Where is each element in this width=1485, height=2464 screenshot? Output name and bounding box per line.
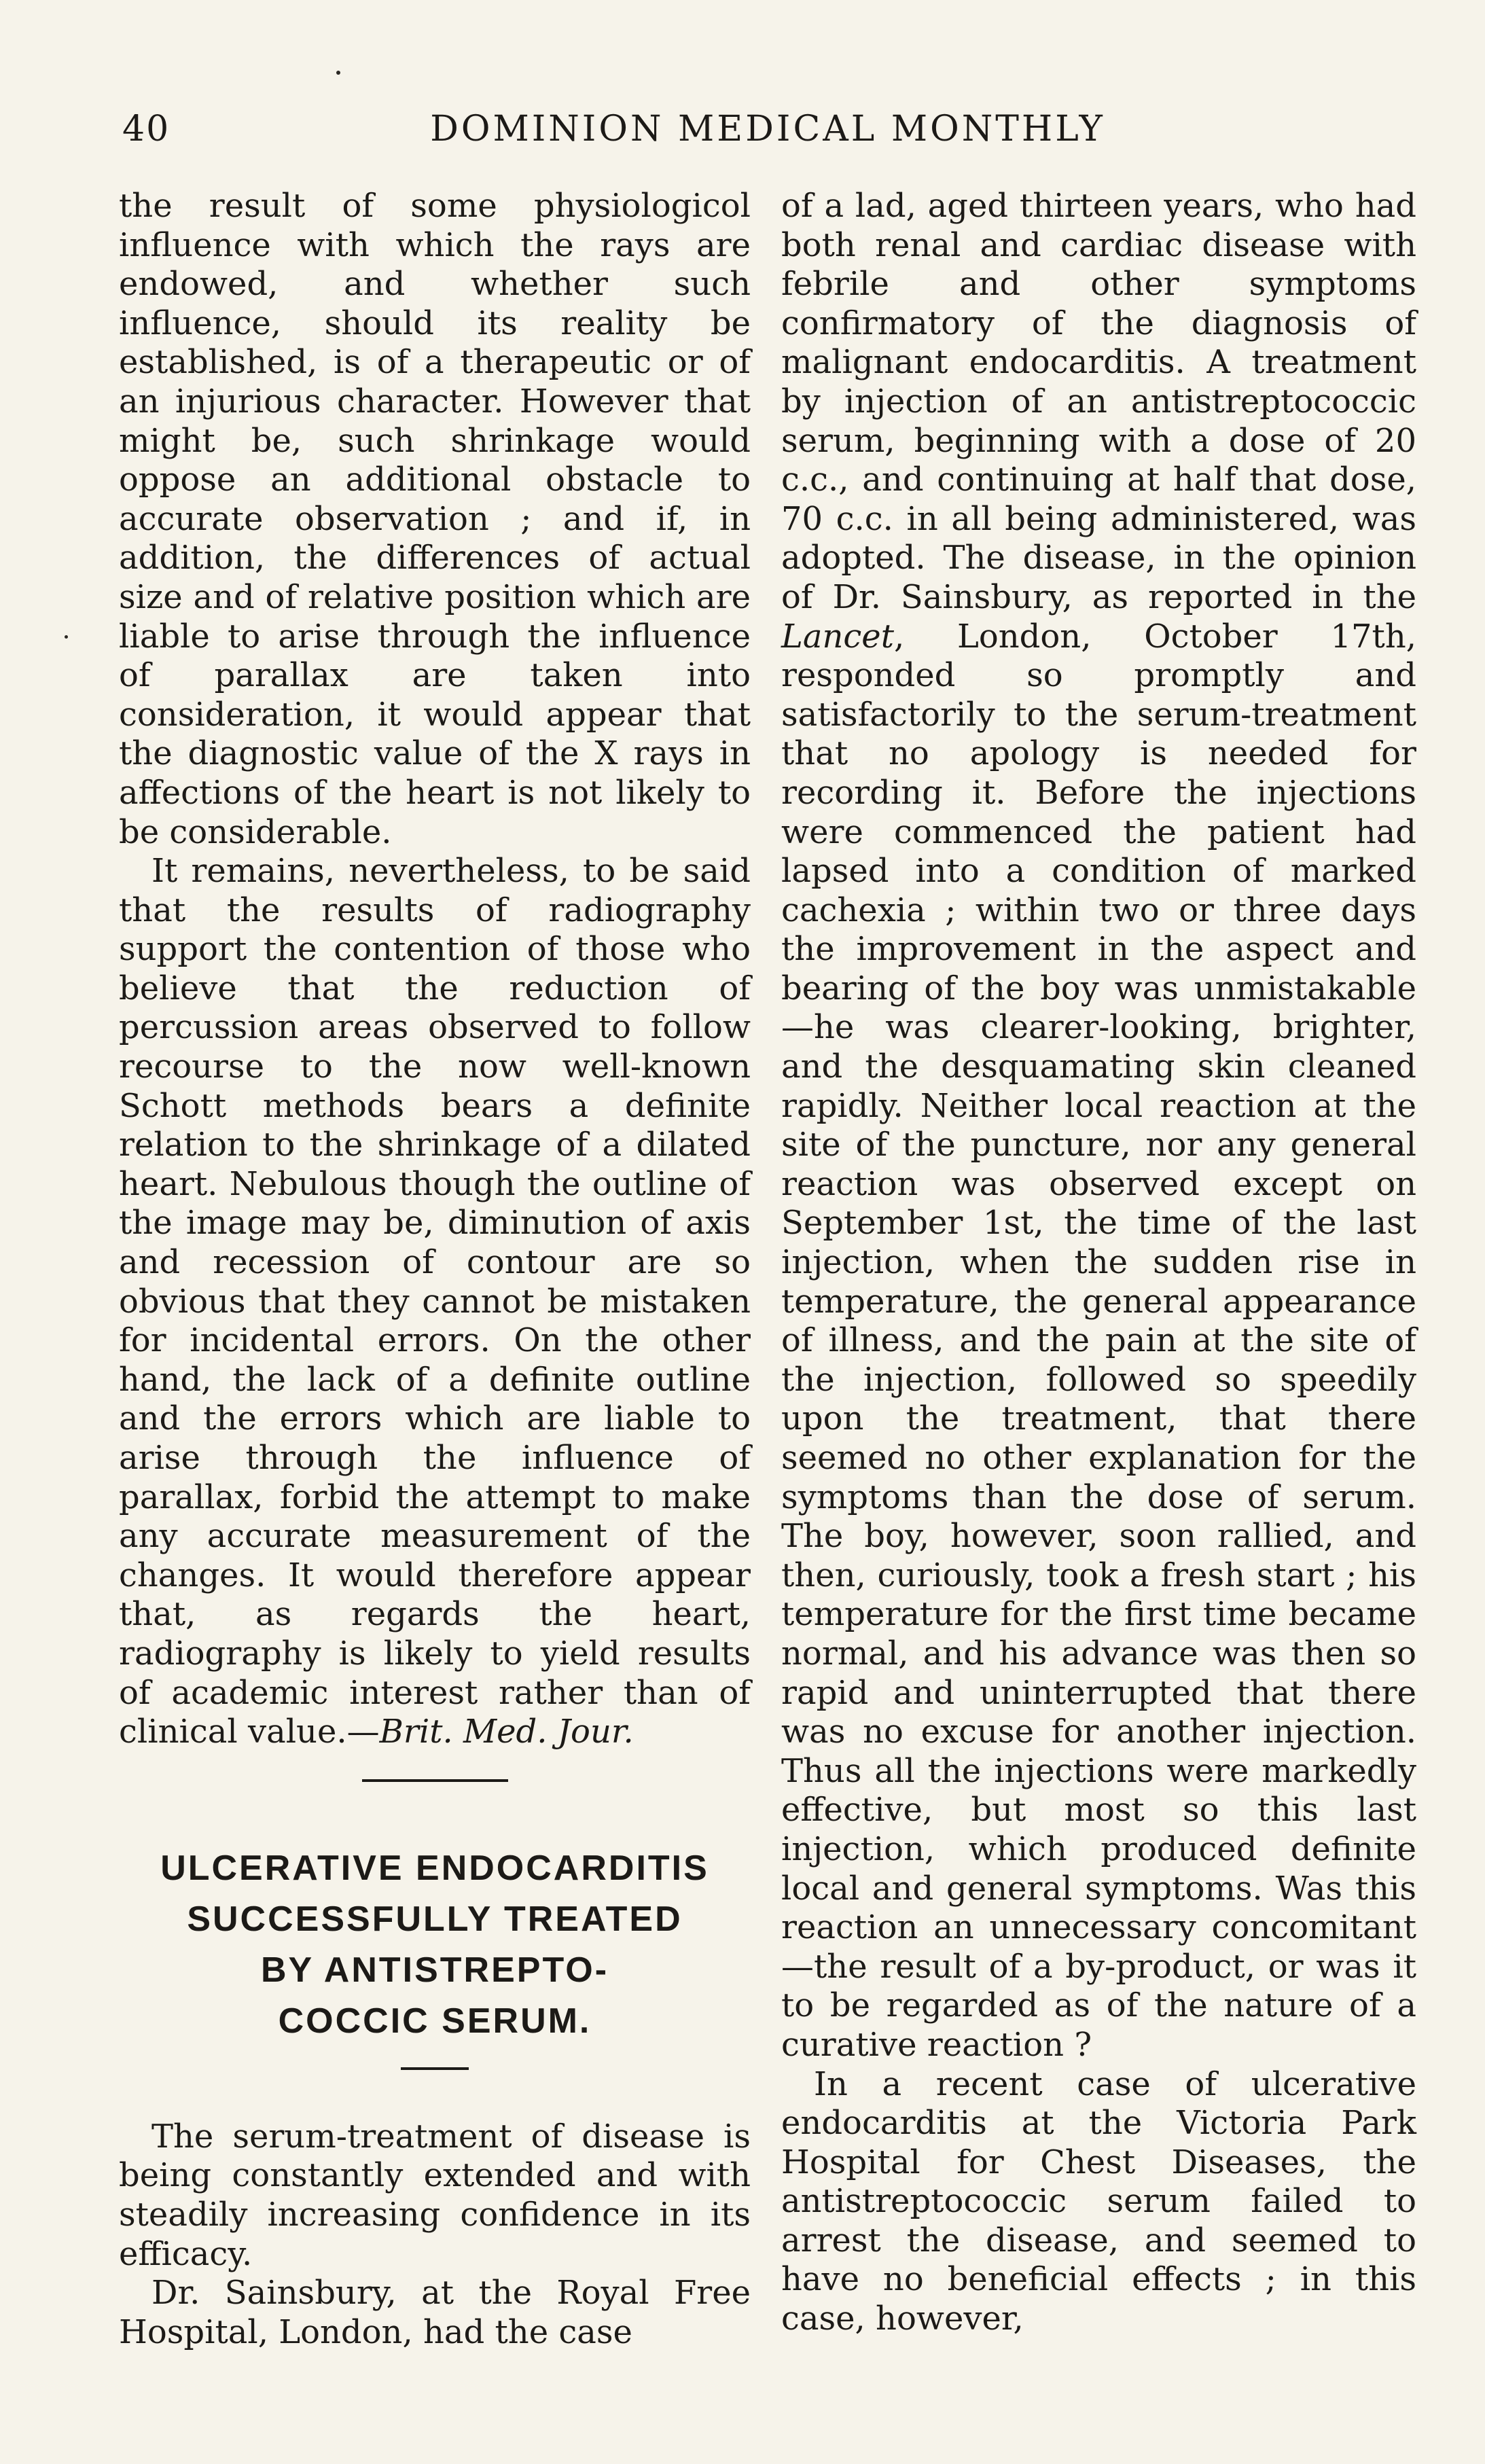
article-heading-line: ULCERATIVE ENDOCARDITIS (160, 1848, 709, 1888)
right-paragraph-1-part-a: of a lad, aged thirteen years, who had both renal and cardiac disease with febrile and other symptoms confirmatory of the diagnosis of malignant endocarditis. A treatment by injection of an antistreptococcic serum, beginning with a dose of 20 c.c., and continuing at half that dose, 70 c.c. in all being administered, was adopted. The disease, in the opinion of Dr. Sainsbury, as reported in the (781, 187, 1416, 616)
article-heading-line: BY ANTISTREPTO- (260, 1950, 609, 1990)
citation: Brit. Med. Jour. (379, 1713, 634, 1751)
journal-name: Lancet (781, 617, 894, 656)
specks (65, 635, 68, 639)
left-paragraph-4: Dr. Sainsbury, at the Royal Free Hospital, London, had the case (119, 2274, 751, 2351)
running-head: DOMINION MEDICAL MONTHLY (430, 109, 1105, 149)
right-column (781, 187, 1416, 2339)
left-paragraph-2-text: It remains, nevertheless, to be said that the results of radiography support the contention of those who believe that the reduction of percussion areas observed to follow recourse to the now well-known Schott methods bears a definite relation to the shrinkage of a dilated heart. Nebulous though the outline of the image may be, diminution of axis and recession of contour are so obvious that they cannot be mistaken for incidental errors. On the other hand, the lack of a definite outline and the errors which are liable to arise through the influence of parallax, forbid the attempt to make any accurate measurement of the changes. It would therefore appear that, as regards the heart, radiography is likely to yield results of academic interest rather than of clinical value.— (119, 852, 751, 1751)
left-paragraph-1: the result of some physiologicol influence with which the rays are endowed, and whether such influence, should its reality be established, is of a therapeutic or of an injurious character. However that might be, such shrinkage would oppose an additional obstacle to accurate observation ; and if, in addition, the differences of actual size and of relative position which are liable to arise through the influence of parallax are taken into consideration, it would appear that the diagnostic value of the X rays in affections of the heart is not likely to be considerable. (119, 187, 751, 851)
article-heading-line: SUCCESSFULLY TREATED (187, 1899, 683, 1939)
specks (336, 71, 340, 75)
left-column (119, 187, 751, 2352)
left-paragraph-3: The serum-treatment of disease is being constantly extended and with steadily increasing confidence in its efficacy. (119, 2117, 751, 2273)
right-paragraph-1 (781, 187, 1416, 2065)
page-number: 40 (122, 109, 171, 149)
right-paragraph-1-part-b: , London, October 17th, responded so promptly and satisfactorily to the serum-treatment that no apology is needed for recording it. Before the injections were commenced the patient had lapsed into a condition of marked cachexia ; within two or three days the improvement in the aspect and bearing of the boy was unmistakable—he was clearer-looking, brighter, and the desquamating skin cleaned rapidly. Neither local reaction at the site of the puncture, nor any general reaction was observed except on September 1st, the time of the last injection, when the sudden rise in temperature, the general appearance of illness, and the pain at the site of the injection, followed so speedily upon the treatment, that there seemed no other explanation for the symptoms than the dose of serum. The boy, however, soon rallied, and then, curiously, took a fresh start ; his temperature for the first time became normal, and his advance was then so rapid and uninterrupted that there was no excuse for another injection. Thus all the injections were markedly effective, but most so this last injection, which produced definite local and general symptoms. Was this reaction an unnecessary concomitant—the result of a by-product, or was it to be regarded as of the nature of a curative reaction ? (781, 617, 1416, 2064)
section-divider (362, 1779, 508, 1782)
left-paragraph-2 (119, 852, 751, 1752)
heading-rule (401, 2067, 469, 2070)
right-paragraph-2: In a recent case of ulcerative endocarditis at the Victoria Park Hospital for Chest Diseases, the antistreptococcic serum failed to arrest the disease, and seemed to have no beneficial effects ; in this case, however, (781, 2065, 1416, 2338)
page-header (122, 109, 1413, 156)
article-heading-line: COCCIC SERUM. (278, 2001, 592, 2041)
article-heading (119, 1843, 751, 2047)
